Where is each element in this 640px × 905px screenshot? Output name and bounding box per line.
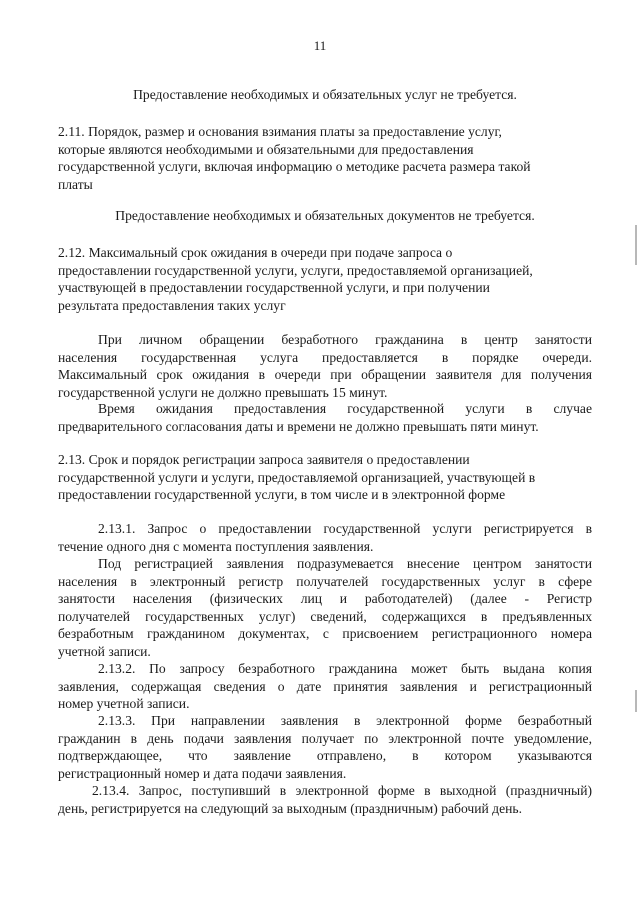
paragraph-2-13-4: 2.13.4. Запрос, поступивший в электронной форме в выходной (праздничный) день, регистрируется на следующий за выходным (праздничным) рабочий день. [58, 783, 592, 816]
paragraph-2-13-2: 2.13.2. По запросу безработного гражданина может быть выдана копия заявления, содержащая сведения о дате принятия заявления и регистрационный номер учетной записи. [58, 661, 592, 711]
scan-edge-mark [635, 225, 637, 265]
scan-edge-mark [635, 690, 637, 712]
paragraph-agreed-time-wait: Время ожидания предоставления государственной услуги в случае предварительного согласования даты и времени не должно превышать пяти минут. [58, 401, 592, 434]
paragraph-2-13-3: 2.13.3. При направлении заявления в электронной форме безработный гражданин в день подачи заявления получает по электронной почте уведомление, подтверждающее, что заявление отправлено, в котором указываются регистрационный номер и дата подачи заявления. [58, 713, 592, 781]
paragraph-registration-definition: Под регистрацией заявления подразумевается внесение центром занятости населения в электронный регистр получателей государственных услуг в сфере занятости населения (физических лиц и работодателей) (далее - Регистр получателей государственных услуг) сведений, содержащихся в предъявленных безработным гражданином документах, с присвоением регистрационного номера учетной записи. [58, 556, 592, 659]
heading-2-11: 2.11. Порядок, размер и основания взимания платы за предоставление услуг, которые являются необходимыми и обязательными для предоставления государственной услуги, включая информацию о методике расчета размера такой платы [58, 124, 531, 192]
page-number: 11 [313, 38, 327, 53]
paragraph-queue-wait: При личном обращении безработного гражданина в центр занятости населения государственная услуга предоставляется в порядке очереди. Максимальный срок ожидания в очереди при обращении заявителя для получения государственной услуги не должно превышать 15 минут. [58, 332, 592, 400]
paragraph-services-not-required: Предоставление необходимых и обязательных услуг не требуется. [133, 87, 517, 102]
paragraph-documents-not-required: Предоставление необходимых и обязательных документов не требуется. [115, 208, 535, 223]
heading-2-12: 2.12. Максимальный срок ожидания в очереди при подаче запроса о предоставлении государственной услуги, услуги, предоставляемой организацией, участвующей в предоставлении государственной услуги, и при получении результата предоставления таких услуг [58, 245, 533, 313]
paragraph-2-13-1: 2.13.1. Запрос о предоставлении государственной услуги регистрируется в течение одного дня с момента поступления заявления. [58, 521, 592, 554]
heading-2-13: 2.13. Срок и порядок регистрации запроса заявителя о предоставлении государственной услуги и услуги, предоставляемой организацией, участвующей в предоставлении государственной услуги, в том числе и в электронной форме [58, 452, 536, 502]
